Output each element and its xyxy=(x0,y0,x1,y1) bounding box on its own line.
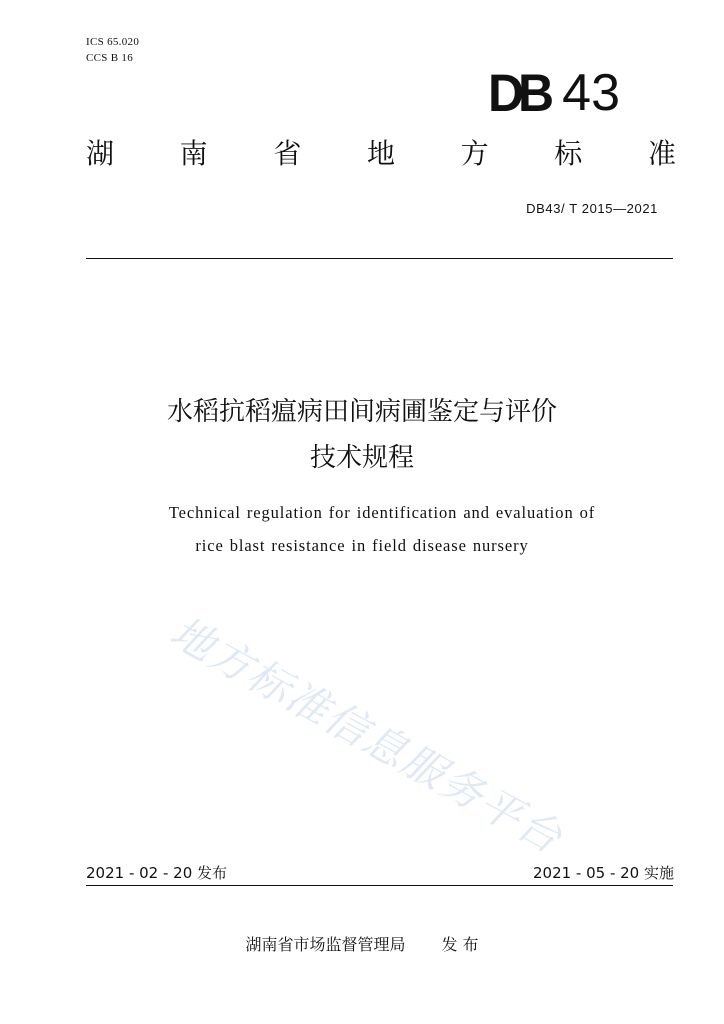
ccs-code: CCS B 16 xyxy=(86,52,134,64)
watermark: 地方标准信息服务平台 xyxy=(162,606,571,864)
issuer-name: 湖南省市场监督管理局 xyxy=(245,935,406,954)
standard-type-char: 湖 xyxy=(86,137,115,170)
english-title-line-1: Technical regulation for identification and evaluation of xyxy=(168,503,596,522)
issuing-authority xyxy=(0,934,724,956)
implementation-date: 2021 - 05 - 20 实施 xyxy=(532,864,674,882)
db-prefix: DB xyxy=(487,63,549,123)
footer-divider xyxy=(86,885,673,886)
standard-type-char: 标 xyxy=(554,137,583,170)
standard-type-char: 地 xyxy=(366,137,395,170)
db-standard-mark xyxy=(487,62,620,123)
ics-code: ICS 65.020 xyxy=(86,36,140,48)
db-region-number: 43 xyxy=(562,64,620,122)
standard-type-char: 准 xyxy=(647,137,676,170)
standard-type-char: 省 xyxy=(273,137,302,170)
standard-type-char: 南 xyxy=(179,137,208,170)
chinese-title-line-2: 技术规程 xyxy=(309,443,414,473)
english-title-line-2: rice blast resistance in field disease nursery xyxy=(195,536,529,555)
issuer-action: 发 布 xyxy=(441,935,479,954)
standard-number: DB43/ T 2015—2021 xyxy=(526,201,658,216)
header-divider xyxy=(86,258,673,259)
chinese-title-line-1: 水稻抗稻瘟病田间病圃鉴定与评价 xyxy=(166,397,557,427)
standard-type-title xyxy=(86,136,676,172)
standard-type-char: 方 xyxy=(460,137,489,170)
publish-date: 2021 - 02 - 20 发布 xyxy=(86,864,228,882)
classification-codes xyxy=(86,34,139,66)
